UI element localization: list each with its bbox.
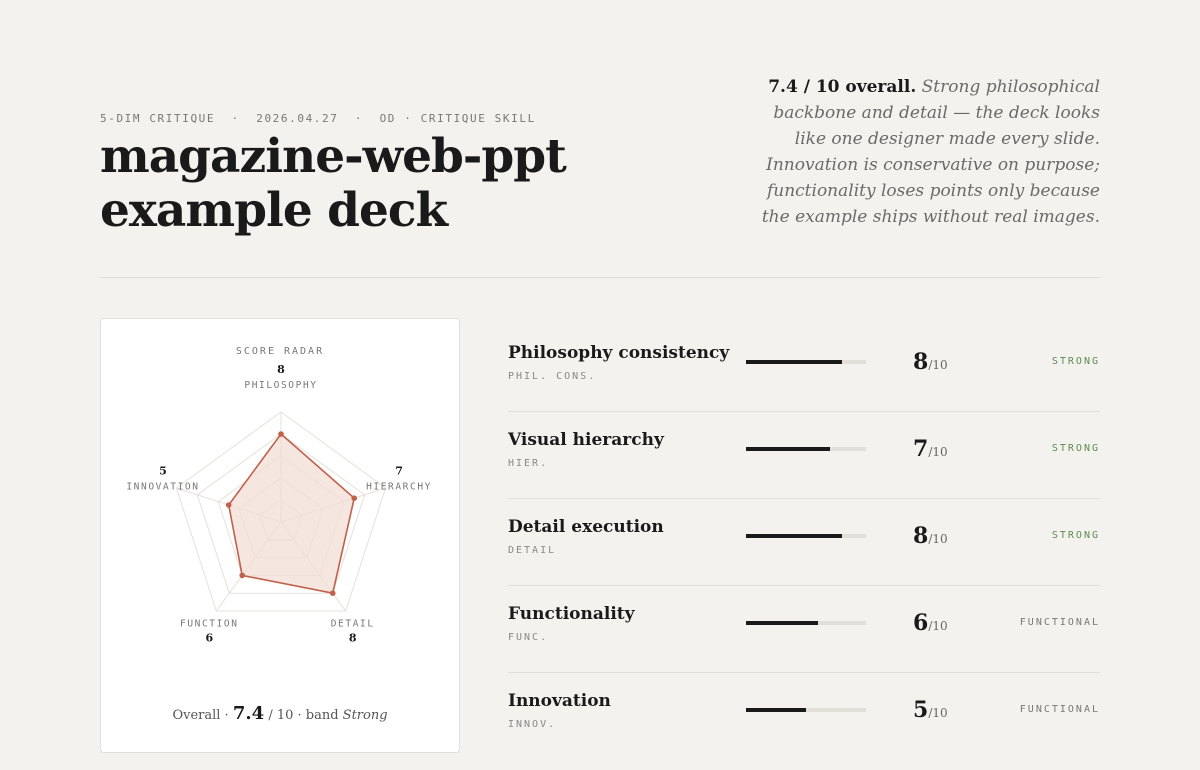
score-value: 6 xyxy=(913,610,929,636)
score-value: 5 xyxy=(913,697,929,723)
radar-value-label: 8 xyxy=(348,631,357,645)
band-label: FUNCTIONAL xyxy=(1019,704,1100,715)
radar-point xyxy=(330,590,336,596)
dimension-name: Philosophy consistency xyxy=(508,343,730,363)
radar-value-label: 6 xyxy=(205,631,214,645)
overall-band: Strong xyxy=(342,708,388,723)
radar-point xyxy=(239,573,245,579)
dimension-name: Visual hierarchy xyxy=(508,430,664,450)
divider xyxy=(100,277,1100,278)
dimension-score xyxy=(913,610,948,636)
radar-card xyxy=(100,318,460,753)
radar-axis-label: INNOVATION xyxy=(126,481,200,493)
score-bar xyxy=(746,534,866,538)
radar-title: SCORE RADAR xyxy=(235,346,325,357)
dimension-score xyxy=(913,697,948,723)
summary-text: Strong philosophical backbone and detail — the deck looks like one designer made every slide. Innovation is conservative on purpose; functionality loses points only because the example ships without real images. xyxy=(761,77,1100,227)
overall-score xyxy=(101,703,459,724)
summary-paragraph xyxy=(740,74,1100,230)
score-bar xyxy=(746,621,866,625)
radar-point xyxy=(226,502,232,508)
score-bar xyxy=(746,447,866,451)
band-label: STRONG xyxy=(1051,356,1100,367)
score-bar xyxy=(746,360,866,364)
radar-value-label: 7 xyxy=(395,464,403,478)
dimension-abbr: PHIL. CONS. xyxy=(508,371,597,382)
score-bar xyxy=(746,708,866,712)
radar-axis-label: HIERARCHY xyxy=(366,481,432,493)
score-bar-fill xyxy=(746,708,806,712)
band-label: STRONG xyxy=(1051,530,1100,541)
dimension-abbr: DETAIL xyxy=(508,545,557,556)
dimension-name: Functionality xyxy=(508,604,635,624)
radar-value-label: 8 xyxy=(277,363,285,376)
radar-axis-label: PHILOSOPHY xyxy=(244,380,318,391)
score-bar-fill xyxy=(746,621,818,625)
band-label: FUNCTIONAL xyxy=(1019,617,1100,628)
dimension-abbr: FUNC. xyxy=(508,632,549,643)
radar-axis-label: FUNCTION xyxy=(180,618,239,630)
radar-chart xyxy=(101,319,460,753)
score-out-of: /10 xyxy=(928,358,948,372)
dimension-row xyxy=(508,412,1100,499)
dimension-row xyxy=(508,499,1100,586)
score-out-of: /10 xyxy=(928,706,948,720)
overall-prefix: Overall · xyxy=(172,708,229,723)
dimension-row xyxy=(508,586,1100,673)
dimension-name: Innovation xyxy=(508,691,611,711)
score-out-of: /10 xyxy=(928,619,948,633)
band-label: STRONG xyxy=(1051,443,1100,454)
dimension-score xyxy=(913,349,948,375)
meta-kicker: 5-DIM CRITIQUE · 2026.04.27 · OD · CRITIQUE SKILL xyxy=(100,112,536,125)
radar-axis-label: DETAIL xyxy=(330,618,375,630)
score-bar-fill xyxy=(746,360,842,364)
dimension-score xyxy=(913,523,948,549)
dimension-row xyxy=(508,673,1100,760)
dimension-row xyxy=(508,325,1100,412)
dimension-list xyxy=(508,325,1100,760)
dimension-name: Detail execution xyxy=(508,517,664,537)
summary-lead: 7.4 / 10 overall. xyxy=(768,77,917,97)
dimension-abbr: HIER. xyxy=(508,458,549,469)
score-out-of: /10 xyxy=(928,445,948,459)
radar-point xyxy=(351,495,357,501)
overall-value: 7.4 xyxy=(232,703,265,724)
radar-point xyxy=(278,431,284,437)
page-title: magazine-web-ppt example deck xyxy=(100,129,566,238)
radar-value-label: 5 xyxy=(159,464,167,478)
score-bar-fill xyxy=(746,534,842,538)
score-value: 7 xyxy=(913,436,929,462)
dimension-score xyxy=(913,436,948,462)
score-value: 8 xyxy=(913,523,929,549)
score-value: 8 xyxy=(913,349,929,375)
score-bar-fill xyxy=(746,447,830,451)
dimension-abbr: INNOV. xyxy=(508,719,557,730)
overall-suffix: / 10 · band xyxy=(268,708,339,723)
score-out-of: /10 xyxy=(928,532,948,546)
